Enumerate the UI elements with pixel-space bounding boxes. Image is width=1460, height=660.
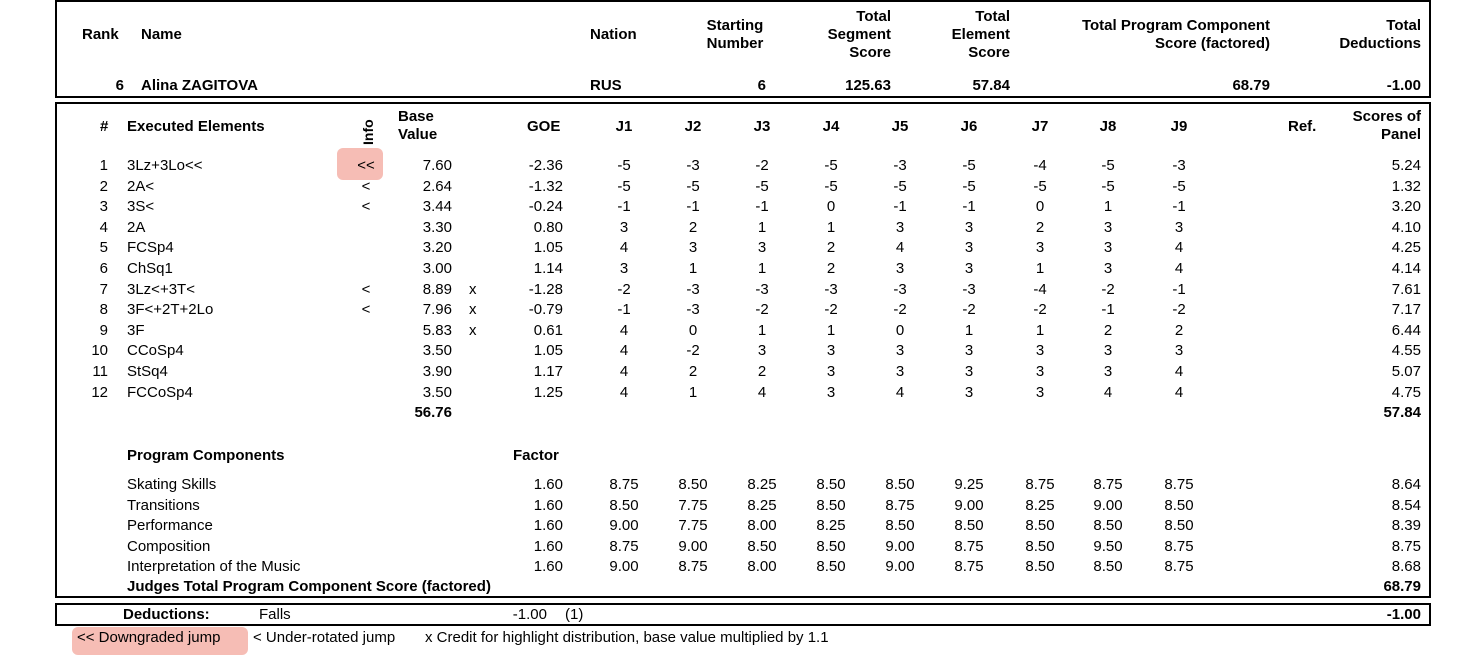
element-number: 6 — [99, 260, 108, 277]
element-name: CCoSp4 — [127, 342, 184, 359]
component-judge-score: 8.50 — [885, 476, 915, 493]
component-judge-score: 7.75 — [678, 517, 708, 534]
element-judge-score: 4 — [1103, 384, 1113, 401]
element-judge-score: -2 — [962, 301, 976, 318]
component-judge-score: 8.25 — [747, 497, 777, 514]
element-judge-score: 4 — [895, 384, 905, 401]
element-goe: -1.28 — [528, 281, 563, 298]
element-judge-score: 3 — [1103, 260, 1113, 277]
element-info: < — [361, 301, 371, 318]
skater-tss: 125.63 — [845, 77, 891, 94]
component-name: Composition — [127, 538, 211, 555]
element-name: 3F — [127, 322, 145, 339]
element-judge-score: -3 — [755, 281, 769, 298]
element-panel-score: 3.20 — [1391, 198, 1421, 215]
element-judge-score: -2 — [755, 157, 769, 174]
component-judge-score: 9.00 — [609, 558, 639, 575]
element-judge-score: 0 — [826, 198, 836, 215]
element-judge-score: 3 — [826, 384, 836, 401]
component-judge-score: 8.75 — [1093, 476, 1123, 493]
element-judge-score: -2 — [755, 301, 769, 318]
element-judge-score: 3 — [964, 363, 974, 380]
component-judge-score: 9.50 — [1093, 538, 1123, 555]
component-judge-score: 8.75 — [1164, 558, 1194, 575]
element-judge-score: 1 — [757, 219, 767, 236]
element-judge-score: 3 — [964, 342, 974, 359]
element-judge-score: -2 — [617, 281, 631, 298]
pcs-label: Total Program Component Score (factored) — [1081, 17, 1270, 52]
element-judge-score: -1 — [1172, 281, 1186, 298]
element-judge-score: 1 — [757, 322, 767, 339]
element-judge-score: -3 — [686, 301, 700, 318]
element-judge-score: 4 — [619, 384, 629, 401]
element-info: < — [361, 281, 371, 298]
col-ref: Ref. — [1288, 118, 1317, 135]
element-panel-score: 4.55 — [1391, 342, 1421, 359]
component-judge-score: 8.50 — [816, 558, 846, 575]
element-judge-score: -5 — [1172, 178, 1186, 195]
element-judge-score: -5 — [1033, 178, 1047, 195]
component-judge-score: 9.00 — [954, 497, 984, 514]
component-judge-score: 8.00 — [747, 558, 777, 575]
element-judge-score: -2 — [686, 342, 700, 359]
element-judge-score: 2 — [1035, 219, 1045, 236]
legend-downgraded: << Downgraded jump — [77, 629, 221, 646]
element-judge-score: 3 — [964, 260, 974, 277]
element-judge-score: 4 — [1174, 239, 1184, 256]
component-judge-score: 8.75 — [1164, 476, 1194, 493]
element-number: 12 — [91, 384, 108, 401]
component-judge-score: 8.25 — [1025, 497, 1055, 514]
element-credit-mark: x — [469, 301, 477, 318]
component-judge-score: 8.50 — [747, 538, 777, 555]
name-label: Name — [141, 26, 182, 43]
element-name: 3Lz+3Lo<< — [127, 157, 203, 174]
deductions-type: Falls — [259, 606, 291, 623]
element-judge-score: 3 — [1035, 363, 1045, 380]
element-base-value: 7.96 — [422, 301, 452, 318]
judge-header-9: J9 — [1170, 118, 1188, 135]
element-name: 2A — [127, 219, 146, 236]
component-panel-score: 8.39 — [1391, 517, 1421, 534]
component-judge-score: 8.75 — [609, 476, 639, 493]
element-base-value: 3.50 — [422, 384, 452, 401]
element-judge-score: 2 — [688, 363, 698, 380]
element-judge-score: 4 — [619, 342, 629, 359]
element-goe: 1.25 — [533, 384, 563, 401]
element-base-value: 2.64 — [422, 178, 452, 195]
element-judge-score: -1 — [962, 198, 976, 215]
element-base-value: 3.50 — [422, 342, 452, 359]
component-factor: 1.60 — [533, 517, 563, 534]
element-base-value: 3.90 — [422, 363, 452, 380]
element-judge-score: 3 — [964, 219, 974, 236]
element-judge-score: 4 — [1174, 260, 1184, 277]
element-judge-score: 1 — [826, 219, 836, 236]
judge-header-2: J2 — [684, 118, 702, 135]
element-info: << — [357, 157, 375, 174]
element-judge-score: 3 — [619, 260, 629, 277]
element-judge-score: -5 — [824, 178, 838, 195]
element-judge-score: 3 — [1174, 342, 1184, 359]
element-judge-score: -5 — [686, 178, 700, 195]
component-judge-score: 8.75 — [885, 497, 915, 514]
judge-header-4: J4 — [822, 118, 840, 135]
element-judge-score: 3 — [1035, 239, 1045, 256]
element-number: 1 — [99, 157, 108, 174]
skater-deductions: -1.00 — [1386, 77, 1421, 94]
component-judge-score: 8.00 — [747, 517, 777, 534]
component-factor: 1.60 — [533, 497, 563, 514]
element-judge-score: -3 — [893, 281, 907, 298]
element-judge-score: 3 — [1035, 342, 1045, 359]
element-panel-score: 6.44 — [1391, 322, 1421, 339]
deductions-value: -1.00 — [512, 606, 547, 623]
component-judge-score: 8.50 — [885, 517, 915, 534]
col-info: Info — [360, 119, 376, 145]
element-judge-score: -5 — [617, 157, 631, 174]
judge-header-5: J5 — [891, 118, 909, 135]
element-judge-score: -2 — [893, 301, 907, 318]
component-factor: 1.60 — [533, 476, 563, 493]
component-judge-score: 8.75 — [678, 558, 708, 575]
component-judge-score: 8.50 — [816, 476, 846, 493]
element-judge-score: -5 — [1101, 157, 1115, 174]
elements-bv-total: 56.76 — [414, 404, 452, 421]
element-judge-score: 1 — [1035, 322, 1045, 339]
element-judge-score: 3 — [895, 219, 905, 236]
element-judge-score: -3 — [962, 281, 976, 298]
element-info: < — [361, 178, 371, 195]
element-judge-score: 3 — [619, 219, 629, 236]
legend-underrotated: < Under-rotated jump — [253, 629, 396, 646]
element-base-value: 3.00 — [422, 260, 452, 277]
element-panel-score: 4.75 — [1391, 384, 1421, 401]
element-judge-score: 3 — [826, 363, 836, 380]
element-base-value: 3.20 — [422, 239, 452, 256]
deductions-total: -1.00 — [1386, 606, 1421, 623]
component-factor: 1.60 — [533, 558, 563, 575]
component-judge-score: 9.00 — [1093, 497, 1123, 514]
element-number: 4 — [99, 219, 108, 236]
components-total-value: 68.79 — [1383, 578, 1421, 595]
element-goe: -0.24 — [528, 198, 563, 215]
component-factor: 1.60 — [533, 538, 563, 555]
component-judge-score: 8.75 — [609, 538, 639, 555]
element-panel-score: 5.24 — [1391, 157, 1421, 174]
element-judge-score: 3 — [1035, 384, 1045, 401]
element-info: < — [361, 198, 371, 215]
element-judge-score: 2 — [688, 219, 698, 236]
element-judge-score: -1 — [686, 198, 700, 215]
skater-name: Alina ZAGITOVA — [141, 77, 258, 94]
element-judge-score: -2 — [1172, 301, 1186, 318]
element-number: 9 — [99, 322, 108, 339]
col-num: # — [100, 118, 109, 135]
element-goe: -1.32 — [528, 178, 563, 195]
element-judge-score: 1 — [826, 322, 836, 339]
element-judge-score: 3 — [1174, 219, 1184, 236]
element-judge-score: 4 — [757, 384, 767, 401]
component-judge-score: 8.50 — [609, 497, 639, 514]
element-judge-score: 2 — [1174, 322, 1184, 339]
element-name: 3F<+2T+2Lo — [127, 301, 214, 318]
element-judge-score: -5 — [962, 157, 976, 174]
component-judge-score: 8.75 — [1164, 538, 1194, 555]
component-judge-score: 8.25 — [816, 517, 846, 534]
starting-number-label: Starting Number — [706, 17, 764, 52]
element-number: 3 — [99, 198, 108, 215]
element-judge-score: 0 — [688, 322, 698, 339]
element-judge-score: 3 — [757, 342, 767, 359]
element-base-value: 8.89 — [422, 281, 452, 298]
element-base-value: 3.44 — [422, 198, 452, 215]
component-judge-score: 8.50 — [1025, 558, 1055, 575]
component-judge-score: 8.50 — [1093, 517, 1123, 534]
element-number: 11 — [92, 363, 108, 380]
component-judge-score: 8.50 — [954, 517, 984, 534]
element-judge-score: -4 — [1033, 157, 1047, 174]
component-judge-score: 8.50 — [816, 538, 846, 555]
component-judge-score: 8.50 — [1025, 517, 1055, 534]
element-judge-score: 3 — [688, 239, 698, 256]
element-judge-score: -5 — [824, 157, 838, 174]
element-judge-score: 4 — [1174, 363, 1184, 380]
element-name: FCCoSp4 — [127, 384, 193, 401]
element-name: 2A< — [127, 178, 155, 195]
element-judge-score: 4 — [619, 239, 629, 256]
component-name: Transitions — [127, 497, 200, 514]
element-judge-score: -2 — [824, 301, 838, 318]
element-judge-score: 2 — [826, 239, 836, 256]
rank-label: Rank — [82, 26, 119, 43]
judge-header-7: J7 — [1031, 118, 1049, 135]
element-judge-score: 2 — [757, 363, 767, 380]
element-judge-score: 3 — [964, 384, 974, 401]
element-judge-score: -2 — [1101, 281, 1115, 298]
element-panel-score: 5.07 — [1391, 363, 1421, 380]
element-judge-score: 3 — [1103, 219, 1113, 236]
element-judge-score: 1 — [688, 260, 698, 277]
component-judge-score: 9.00 — [678, 538, 708, 555]
element-judge-score: 3 — [1103, 363, 1113, 380]
element-judge-score: 3 — [757, 239, 767, 256]
tss-label: Total Segment Score — [827, 8, 891, 61]
component-name: Interpretation of the Music — [127, 558, 301, 575]
component-judge-score: 8.50 — [1164, 517, 1194, 534]
element-panel-score: 4.14 — [1391, 260, 1421, 277]
component-judge-score: 9.00 — [609, 517, 639, 534]
element-judge-score: 3 — [1103, 342, 1113, 359]
element-judge-score: -1 — [617, 301, 631, 318]
element-judge-score: -2 — [1033, 301, 1047, 318]
element-judge-score: -5 — [1101, 178, 1115, 195]
skater-pcs: 68.79 — [1232, 77, 1270, 94]
element-number: 7 — [99, 281, 108, 298]
element-number: 8 — [99, 301, 108, 318]
element-panel-score: 4.10 — [1391, 219, 1421, 236]
component-judge-score: 8.50 — [816, 497, 846, 514]
nation-label: Nation — [590, 26, 637, 43]
judge-header-1: J1 — [615, 118, 633, 135]
element-panel-score: 7.61 — [1391, 281, 1421, 298]
element-number: 5 — [99, 239, 108, 256]
deductions-label-row: Deductions: — [123, 606, 210, 623]
element-panel-score: 7.17 — [1391, 301, 1421, 318]
elements-sop-total: 57.84 — [1383, 404, 1421, 421]
element-goe: 1.14 — [533, 260, 563, 277]
element-judge-score: -3 — [824, 281, 838, 298]
element-judge-score: 0 — [895, 322, 905, 339]
element-goe: 0.80 — [533, 219, 563, 236]
component-panel-score: 8.64 — [1391, 476, 1421, 493]
judge-header-8: J8 — [1099, 118, 1117, 135]
element-goe: 1.05 — [533, 239, 563, 256]
tes-label: Total Element Score — [951, 8, 1010, 61]
element-credit-mark: x — [469, 281, 477, 298]
element-judge-score: 0 — [1035, 198, 1045, 215]
element-judge-score: -4 — [1033, 281, 1047, 298]
element-number: 10 — [91, 342, 108, 359]
element-goe: 1.17 — [533, 363, 563, 380]
element-name: ChSq1 — [127, 260, 173, 277]
element-judge-score: -3 — [893, 157, 907, 174]
element-judge-score: -1 — [1101, 301, 1115, 318]
component-name: Skating Skills — [127, 476, 217, 493]
element-name: FCSp4 — [127, 239, 174, 256]
element-judge-score: 1 — [688, 384, 698, 401]
element-base-value: 5.83 — [422, 322, 452, 339]
element-judge-score: 1 — [1103, 198, 1113, 215]
deductions-count: (1) — [565, 606, 584, 623]
element-panel-score: 4.25 — [1391, 239, 1421, 256]
element-judge-score: 3 — [1103, 239, 1113, 256]
component-panel-score: 8.68 — [1391, 558, 1421, 575]
element-judge-score: -1 — [617, 198, 631, 215]
component-judge-score: 8.25 — [747, 476, 777, 493]
element-number: 2 — [99, 178, 108, 195]
element-judge-score: 3 — [895, 260, 905, 277]
component-judge-score: 8.50 — [1164, 497, 1194, 514]
component-judge-score: 8.75 — [1025, 476, 1055, 493]
component-judge-score: 9.00 — [885, 558, 915, 575]
element-name: 3Lz<+3T< — [127, 281, 195, 298]
col-goe: GOE — [527, 118, 561, 135]
skater-nation: RUS — [590, 77, 622, 94]
judge-header-6: J6 — [960, 118, 978, 135]
col-base-value: Base Value — [398, 108, 438, 143]
component-panel-score: 8.54 — [1391, 497, 1421, 514]
element-judge-score: 4 — [895, 239, 905, 256]
element-judge-score: 4 — [1174, 384, 1184, 401]
element-judge-score: -3 — [686, 281, 700, 298]
legend-credit: x Credit for highlight distribution, base value multiplied by 1.1 — [425, 629, 829, 646]
element-judge-score: 1 — [1035, 260, 1045, 277]
element-judge-score: -3 — [686, 157, 700, 174]
component-name: Performance — [127, 517, 213, 534]
element-base-value: 7.60 — [422, 157, 452, 174]
col-scores-of-panel: Scores of Panel — [1352, 108, 1421, 143]
component-judge-score: 9.00 — [885, 538, 915, 555]
judge-header-3: J3 — [753, 118, 771, 135]
component-judge-score: 8.50 — [1025, 538, 1055, 555]
element-judge-score: 4 — [619, 322, 629, 339]
component-judge-score: 7.75 — [678, 497, 708, 514]
component-judge-score: 9.25 — [954, 476, 984, 493]
element-judge-score: -1 — [893, 198, 907, 215]
element-name: 3S< — [127, 198, 155, 215]
element-goe: 1.05 — [533, 342, 563, 359]
element-judge-score: -1 — [1172, 198, 1186, 215]
element-judge-score: 2 — [826, 260, 836, 277]
element-base-value: 3.30 — [422, 219, 452, 236]
element-judge-score: -5 — [617, 178, 631, 195]
element-judge-score: -1 — [755, 198, 769, 215]
element-judge-score: -5 — [962, 178, 976, 195]
component-panel-score: 8.75 — [1391, 538, 1421, 555]
element-panel-score: 1.32 — [1391, 178, 1421, 195]
skater-rank: 6 — [115, 77, 124, 94]
component-judge-score: 8.50 — [1093, 558, 1123, 575]
element-name: StSq4 — [127, 363, 168, 380]
element-judge-score: -5 — [893, 178, 907, 195]
element-judge-score: 2 — [1103, 322, 1113, 339]
element-goe: -2.36 — [528, 157, 563, 174]
element-judge-score: -5 — [755, 178, 769, 195]
element-judge-score: 1 — [757, 260, 767, 277]
col-executed: Executed Elements — [127, 118, 265, 135]
component-judge-score: 8.75 — [954, 558, 984, 575]
skater-starting-number: 6 — [757, 77, 766, 94]
element-judge-score: 3 — [826, 342, 836, 359]
skater-tes: 57.84 — [972, 77, 1010, 94]
components-total-label: Judges Total Program Component Score (factored) — [127, 578, 491, 595]
element-judge-score: 3 — [895, 342, 905, 359]
component-judge-score: 8.75 — [954, 538, 984, 555]
element-judge-score: 3 — [964, 239, 974, 256]
element-judge-score: -3 — [1172, 157, 1186, 174]
component-judge-score: 8.50 — [678, 476, 708, 493]
element-judge-score: 1 — [964, 322, 974, 339]
element-judge-score: 3 — [895, 363, 905, 380]
components-title: Program Components — [127, 447, 285, 464]
components-factor-label: Factor — [513, 447, 559, 464]
element-judge-score: 4 — [619, 363, 629, 380]
deductions-label: Total Deductions — [1339, 17, 1421, 52]
element-credit-mark: x — [469, 322, 477, 339]
element-goe: -0.79 — [528, 301, 563, 318]
element-goe: 0.61 — [533, 322, 563, 339]
